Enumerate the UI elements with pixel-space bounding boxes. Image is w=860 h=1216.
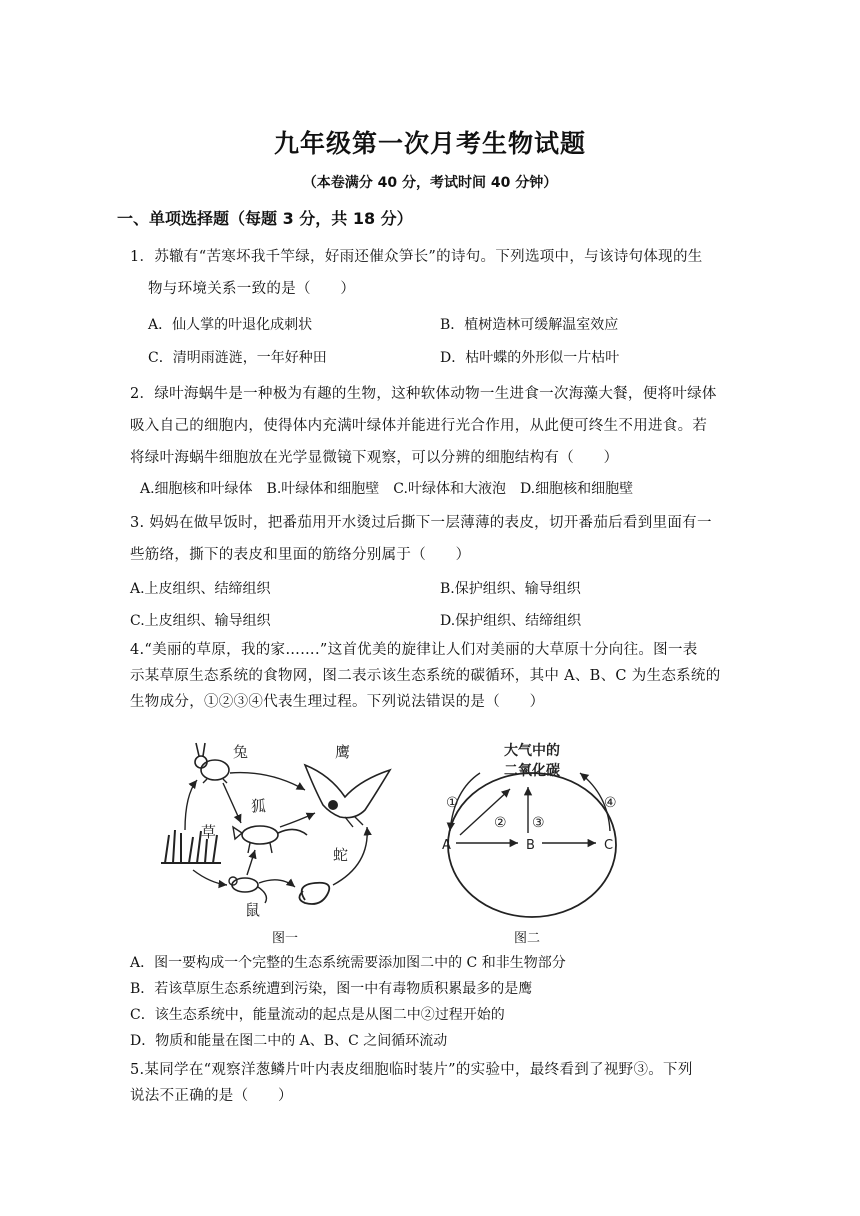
page-title: 九年级第一次月考生物试题 xyxy=(273,129,586,158)
node-c-label: C xyxy=(604,838,614,853)
node-a-label: A xyxy=(442,838,451,853)
arrow-rabbit-eagle xyxy=(230,773,305,790)
fig1-caption: 图一 xyxy=(272,931,299,946)
fig1-fox-label: 狐 xyxy=(251,797,267,815)
q3-option-a: A.上皮组织、结缔组织 xyxy=(130,581,271,597)
fig1-grass-label: 草 xyxy=(201,823,217,841)
arrow-mouse-snake xyxy=(259,880,295,887)
rabbit-icon xyxy=(195,743,229,783)
q4-option-a: A．图一要构成一个完整的生态系统需要添加图二中的 C 和非生物部分 xyxy=(130,955,566,971)
process-3-label: ③ xyxy=(532,815,545,831)
fox-icon xyxy=(233,826,307,853)
q1-stem-line1: 1．苏辙有“苦寒坏我千竿绿，好雨还催众笋长”的诗句。下列选项中，与该诗句体现的生 xyxy=(130,249,703,265)
q3-stem-line1: 3. 妈妈在做早饭时，把番茄用开水烫过后撕下一层薄薄的表皮，切开番茄后看到里面有一 xyxy=(130,515,712,531)
q2-stem-line2: 吸入自己的细胞内，使得体内充满叶绿体并能进行光合作用，从此便可终生不用进食。若 xyxy=(130,418,708,434)
q3-option-b: B.保护组织、输导组织 xyxy=(440,581,581,597)
carbon-cycle-figure xyxy=(432,735,632,925)
arrow-grass-mouse xyxy=(193,870,227,885)
q4-option-c: C．该生态系统中，能量流动的起点是从图二中②过程开始的 xyxy=(130,1007,505,1023)
arrow-mouse-fox xyxy=(247,850,255,875)
process-4-label: ④ xyxy=(604,795,617,811)
q4-stem-line3: 生物成分，①②③④代表生理过程。下列说法错误的是（ ） xyxy=(130,694,545,710)
q5-stem-line1: 5.某同学在“观察洋葱鳞片叶内表皮细胞临时装片”的实验中，最终看到了视野③。下列 xyxy=(130,1062,693,1078)
q1-option-d: D．枯叶蝶的外形似一片枯叶 xyxy=(440,350,620,366)
snake-icon xyxy=(299,883,329,904)
eagle-icon xyxy=(305,765,390,827)
q5-stem-line2: 说法不正确的是（ ） xyxy=(130,1088,293,1104)
mouse-icon xyxy=(229,877,266,903)
arrow-fox-eagle xyxy=(280,813,315,827)
fig1-mouse-label: 鼠 xyxy=(245,901,261,919)
process-1-label: ① xyxy=(446,795,459,811)
q4-stem-line2: 示某草原生态系统的食物网，图二表示该生态系统的碳循环，其中 A、B、C 为生态系统的 xyxy=(130,668,721,684)
q1-option-c: C．清明雨涟涟，一年好种田 xyxy=(148,350,327,366)
q4-option-b: B．若该草原生态系统遭到污染，图一中有毒物质积累最多的是鹰 xyxy=(130,981,533,997)
q4-stem-line1: 4.“美丽的草原，我的家…….”这首优美的旋律让人们对美丽的大草原十分向往。图一表 xyxy=(130,642,698,658)
food-web-figure xyxy=(155,735,425,925)
fig1-snake-label: 蛇 xyxy=(333,846,349,864)
q1-option-b: B．植树造林可缓解温室效应 xyxy=(440,317,619,333)
q2-stem-line3: 将绿叶海蜗牛细胞放在光学显微镜下观察，可以分辨的细胞结构有（ ） xyxy=(130,450,619,466)
page-subtitle: （本卷满分 40 分，考试时间 40 分钟） xyxy=(302,175,558,191)
q2-options: A.细胞核和叶绿体 B.叶绿体和细胞壁 C.叶绿体和大液泡 D.细胞核和细胞壁 xyxy=(140,481,634,497)
fig1-rabbit-label: 兔 xyxy=(233,743,249,761)
node-b-label: B xyxy=(526,838,535,853)
q1-stem-line2: 物与环境关系一致的是（ ） xyxy=(148,281,356,297)
q3-option-c: C.上皮组织、输导组织 xyxy=(130,613,271,629)
q1-option-a: A．仙人掌的叶退化成刺状 xyxy=(148,317,313,333)
process-2-label: ② xyxy=(494,815,507,831)
arrow-rabbit-fox xyxy=(223,783,241,823)
fig1-eagle-label: 鹰 xyxy=(335,743,351,761)
q3-option-d: D.保护组织、结缔组织 xyxy=(440,613,582,629)
q2-stem-line1: 2．绿叶海蜗牛是一种极为有趣的生物，这种软体动物一生进食一次海藻大餐，便将叶绿体 xyxy=(130,386,717,402)
co2-label-line2: 二氧化碳 xyxy=(504,763,560,779)
section-heading: 一、单项选择题（每题 3 分，共 18 分） xyxy=(117,209,413,228)
co2-label-line1: 大气中的 xyxy=(504,743,560,759)
arrow-grass-rabbit xyxy=(185,780,197,830)
q3-stem-line2: 些筋络，撕下的表皮和里面的筋络分别属于（ ） xyxy=(130,547,471,563)
q4-option-d: D．物质和能量在图二中的 A、B、C 之间循环流动 xyxy=(130,1033,448,1049)
fig2-caption: 图二 xyxy=(514,931,541,946)
